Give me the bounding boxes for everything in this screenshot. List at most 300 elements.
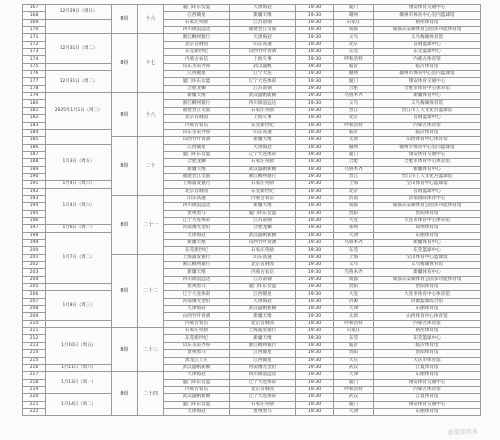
match-city: 临沂 — [334, 342, 374, 349]
match-city: 北京 — [334, 41, 374, 48]
match-city: 太原 — [334, 137, 374, 144]
away-team: 浙江稠州银行 — [230, 173, 296, 180]
match-venue: 东莞篮球中心 — [374, 335, 481, 342]
match-time: 19:30 — [296, 129, 334, 136]
home-team: 河南豫光金铅 — [164, 225, 230, 232]
home-team: 天津海冠 — [164, 372, 230, 379]
match-venue: 翔安体育交通中心 — [374, 379, 481, 386]
match-group-count: 8组 — [112, 137, 138, 196]
match-venue: 贵阳体育馆 — [374, 350, 481, 357]
home-team: 福建晋江文旅 — [164, 173, 230, 180]
table-row — [23, 284, 481, 291]
away-team: 江西赣星 — [230, 291, 296, 298]
match-time: 19:30 — [296, 298, 334, 305]
match-city: 贵阳 — [334, 350, 374, 357]
home-team: 新疆天维 — [164, 240, 230, 247]
match-time: 19:30 — [296, 254, 334, 261]
match-city: 武汉 — [334, 394, 374, 401]
match-city: 呼和浩特 — [334, 386, 374, 393]
away-team: 武汉盛帆新腾 — [230, 93, 296, 100]
match-group-count: 8组 — [112, 34, 138, 93]
match-city: 成都 — [334, 276, 374, 283]
away-team: 厦门环东女篮 — [230, 284, 296, 291]
match-venue: 临沂体育馆 — [374, 63, 481, 70]
home-team: 贵州黑马 — [164, 210, 230, 217]
home-team: 北京首钢园 — [164, 188, 230, 195]
match-number: 191 — [23, 181, 46, 188]
match-venue: 宝山体育中心篮球馆 — [374, 254, 481, 261]
match-time: 19:30 — [296, 269, 334, 276]
match-city: 济南 — [334, 195, 374, 202]
home-team: 山西竹叶青酒 — [164, 137, 230, 144]
match-number: 180 — [23, 100, 46, 107]
table-row — [23, 320, 481, 327]
match-number: 174 — [23, 56, 46, 63]
match-time: 19:30 — [296, 151, 334, 158]
match-time: 19:30 — [296, 159, 334, 166]
match-time: 19:30 — [296, 49, 334, 56]
match-number: 211 — [23, 328, 46, 335]
table-row — [23, 34, 481, 41]
match-time: 19:30 — [296, 63, 334, 70]
away-team: 新疆天维 — [230, 12, 296, 19]
match-venue: 大庆市体育馆 — [374, 357, 481, 364]
away-team: 辽宁大连体彩 — [230, 78, 296, 85]
away-team: 石家庄英励 — [230, 107, 296, 114]
match-city: 天津 — [334, 408, 374, 415]
home-team: 天津海冠 — [164, 408, 230, 415]
match-venue: 江夏体育馆 — [374, 364, 481, 371]
away-team: 武汉盛帆 — [230, 63, 296, 70]
match-time: 19:30 — [296, 401, 334, 408]
match-time: 19:30 — [296, 262, 334, 269]
match-city: 乌鲁木齐 — [334, 166, 374, 173]
table-row — [23, 5, 481, 12]
away-team: 北京首钢园 — [230, 320, 296, 327]
match-number: 177 — [23, 78, 46, 85]
away-team: 山东高速 — [230, 41, 296, 48]
match-venue: 义乌梅湖体育馆 — [374, 34, 481, 41]
match-number: 220 — [23, 394, 46, 401]
match-date: 12月31日（周二） — [46, 71, 112, 93]
match-number: 192 — [23, 188, 46, 195]
table-row — [23, 225, 481, 232]
match-number: 215 — [23, 357, 46, 364]
home-team: 天津海冠 — [164, 232, 230, 239]
match-round: 二十四 — [138, 372, 164, 416]
match-date: 1月7日（周二） — [46, 232, 112, 283]
match-venue: 贵阳体育馆 — [374, 284, 481, 291]
match-time: 19:30 — [296, 291, 334, 298]
match-venue: 内蒙古体育馆 — [374, 56, 481, 63]
match-venue: 山西体育中心体育馆 — [374, 313, 481, 320]
match-venue: 郑州体育馆 — [374, 225, 481, 232]
match-number: 190 — [23, 173, 46, 180]
home-team: 四川锦浪远达 — [164, 276, 230, 283]
away-team: 天津海冠 — [230, 298, 296, 305]
match-venue: 成都东安湖体育公园多功能体育馆 — [374, 27, 481, 34]
away-team: 江苏南钢 — [230, 85, 296, 92]
match-group-count: 8组 — [112, 5, 138, 34]
home-team: 厦门环东女篮 — [164, 5, 230, 12]
match-venue: 新疆体育中心 — [374, 240, 481, 247]
match-time: 19:30 — [296, 342, 334, 349]
table-row — [23, 364, 481, 371]
match-city: 济源 — [334, 298, 374, 305]
home-team: 内蒙古农信 — [164, 320, 230, 327]
match-time: 19:30 — [296, 203, 334, 210]
away-team: 厦门环东女篮 — [230, 210, 296, 217]
match-number: 188 — [23, 159, 46, 166]
match-venue: 翔安体育交通中心 — [374, 5, 481, 12]
match-date: 12月31日（周二） — [46, 34, 112, 63]
match-time: 19:30 — [296, 240, 334, 247]
match-city: 成都 — [334, 203, 374, 210]
match-city: 上海 — [334, 181, 374, 188]
table-row — [23, 19, 481, 26]
away-team: 四川锦浪远达 — [230, 100, 296, 107]
match-city: 北京 — [334, 115, 374, 122]
home-team: 江西赣星 — [164, 12, 230, 19]
match-city: 晋江 — [334, 107, 374, 114]
match-time: 19:30 — [296, 210, 334, 217]
match-time: 19:30 — [296, 306, 334, 313]
match-time: 19:30 — [296, 372, 334, 379]
match-venue: 东莞篮球中心 — [374, 247, 481, 254]
home-team: 厦门环东女篮 — [164, 78, 230, 85]
match-venue: 大连市体育中心体育馆 — [374, 291, 481, 298]
table-row — [23, 63, 481, 70]
away-team: 石家庄英励 — [230, 181, 296, 188]
match-date — [46, 320, 112, 327]
match-number: 173 — [23, 49, 46, 56]
home-team: 厦门环东女篮 — [164, 401, 230, 408]
match-city: 厦门 — [334, 151, 374, 158]
match-venue: 合肥市体育中心体育馆 — [374, 159, 481, 166]
match-number: 209 — [23, 313, 46, 320]
away-team: 辽宁大连体彩 — [230, 379, 296, 386]
match-venue: 翔安体育交通中心 — [374, 401, 481, 408]
away-team: 内蒙古农信 — [230, 195, 296, 202]
match-time: 19:30 — [296, 144, 334, 151]
match-venue: 山西体育中心体育馆 — [374, 137, 481, 144]
home-team: 辽宁大连体彩 — [164, 291, 230, 298]
match-city: 呼和浩特 — [334, 56, 374, 63]
match-date — [46, 129, 112, 144]
match-time: 19:30 — [296, 284, 334, 291]
match-group-count: 8组 — [112, 328, 138, 372]
match-time: 19:30 — [296, 247, 334, 254]
match-city: 乌鲁木齐 — [334, 240, 374, 247]
table-row — [23, 144, 481, 151]
table-row — [23, 129, 481, 136]
match-time: 19:30 — [296, 173, 334, 180]
match-venue: 晋江市工人文化宫篮球馆 — [374, 107, 481, 114]
home-team: 厦门环东女篮 — [164, 379, 230, 386]
match-time: 19:30 — [296, 357, 334, 364]
match-city: 天津 — [334, 372, 374, 379]
home-team: 江西赣星 — [164, 71, 230, 78]
match-city: 贵阳 — [334, 284, 374, 291]
match-venue: 合肥市体育中心体育馆 — [374, 85, 481, 92]
match-round: 十六 — [138, 5, 164, 34]
match-time: 19:30 — [296, 12, 334, 19]
table-row — [23, 93, 481, 100]
match-number: 205 — [23, 284, 46, 291]
match-number: 186 — [23, 144, 46, 151]
match-number: 179 — [23, 93, 46, 100]
match-number: 185 — [23, 137, 46, 144]
match-time: 19:30 — [296, 56, 334, 63]
away-team: 新疆天维 — [230, 137, 296, 144]
match-venue: 内蒙古体育馆 — [374, 320, 481, 327]
away-team: 东莞新世纪 — [230, 122, 296, 129]
match-city: 东莞 — [334, 247, 374, 254]
away-team: 新疆天维 — [230, 335, 296, 342]
away-team: 辽宁大连体彩 — [230, 394, 296, 401]
away-team: 石家庄英励 — [230, 247, 296, 254]
home-team: 贵州黑马 — [164, 284, 230, 291]
match-number: 194 — [23, 203, 46, 210]
home-team: 内蒙古农信 — [164, 122, 230, 129]
table-row — [23, 394, 481, 401]
match-number: 202 — [23, 262, 46, 269]
match-city: 合肥 — [334, 159, 374, 166]
away-team: 贵州黑马 — [230, 408, 296, 415]
match-venue: 临沂体育馆 — [374, 342, 481, 349]
home-team: 北京首钢园 — [164, 41, 230, 48]
away-team: 江西赣星 — [230, 350, 296, 357]
match-number: 210 — [23, 320, 46, 327]
match-time: 19:30 — [296, 137, 334, 144]
match-date: 1月14日（周二） — [46, 394, 112, 416]
home-team: 浙江稠州银行 — [164, 262, 230, 269]
match-round: 十七 — [138, 34, 164, 93]
match-number: 214 — [23, 350, 46, 357]
home-team: 东莞新世纪 — [164, 335, 230, 342]
match-venue: 东丽体育馆 — [374, 232, 481, 239]
match-number: 187 — [23, 151, 46, 158]
match-time: 19:30 — [296, 232, 334, 239]
away-team: 辽宁大连体彩 — [230, 151, 296, 158]
match-number: 176 — [23, 71, 46, 78]
match-city: 天津 — [334, 232, 374, 239]
home-team: 新疆天维 — [164, 93, 230, 100]
match-time: 19:30 — [296, 181, 334, 188]
match-number: 222 — [23, 408, 46, 415]
home-team: 天津海冠 — [164, 306, 230, 313]
home-team: 贵州黑马 — [164, 350, 230, 357]
away-team: 山西竹叶青酒 — [230, 240, 296, 247]
schedule-table-body — [23, 5, 481, 416]
home-team: 武汉盛帆新腾 — [164, 364, 230, 371]
match-date: 2025年1月1日（周三） — [46, 93, 112, 130]
match-city: 呼和浩特 — [334, 320, 374, 327]
home-team: 黑龙江上庄 — [164, 357, 230, 364]
away-team: 石家庄英励 — [230, 401, 296, 408]
match-number: 198 — [23, 232, 46, 239]
table-row — [23, 291, 481, 298]
match-round: 二十三 — [138, 328, 164, 372]
home-team: 合肥龙狮 — [164, 159, 230, 166]
match-venue: 义乌梅湖体育馆 — [374, 100, 481, 107]
match-date: 1月3日（周五） — [46, 144, 112, 181]
match-time: 19:30 — [296, 115, 334, 122]
match-group-count: 8组 — [112, 93, 138, 137]
match-number: 184 — [23, 129, 46, 136]
match-city: 厦门 — [334, 379, 374, 386]
match-city: 上海 — [334, 254, 374, 261]
match-round: 二十一 — [138, 195, 164, 254]
home-team: 东莞新世纪 — [164, 49, 230, 56]
match-venue: 江夏体育馆 — [374, 394, 481, 401]
match-number: 216 — [23, 364, 46, 371]
match-number: 189 — [23, 166, 46, 173]
match-time: 19:30 — [296, 217, 334, 224]
match-time: 19:30 — [296, 122, 334, 129]
away-team: 江苏南钢 — [230, 217, 296, 224]
watermark: @篮球世界 — [447, 429, 478, 436]
match-number: 208 — [23, 306, 46, 313]
match-time: 19:30 — [296, 188, 334, 195]
match-city: 成都 — [334, 27, 374, 34]
home-team: 浙江稠州银行 — [164, 34, 230, 41]
match-city: 义乌 — [334, 34, 374, 41]
match-venue: 翔安体育交通中心 — [374, 151, 481, 158]
away-team: 上海久事 — [230, 56, 296, 63]
match-date: 1月4日（周六） — [46, 181, 112, 188]
home-team: 新疆天维 — [164, 269, 230, 276]
match-city: 义乌 — [334, 100, 374, 107]
match-date: 1月8日（周三） — [46, 291, 112, 320]
match-city: 贵阳 — [334, 210, 374, 217]
home-team: 厦门环东女篮 — [164, 151, 230, 158]
match-number: 170 — [23, 27, 46, 34]
away-team: 山东高速 — [230, 254, 296, 261]
match-time: 19:30 — [296, 379, 334, 386]
match-date: 1月10日（周五） — [46, 328, 112, 365]
match-time: 19:30 — [296, 34, 334, 41]
match-time: 19:30 — [296, 19, 334, 26]
match-time: 19:30 — [296, 195, 334, 202]
match-city: 大庆 — [334, 357, 374, 364]
match-time: 19:30 — [296, 350, 334, 357]
home-team: 辽宁大连体彩 — [164, 217, 230, 224]
match-venue: 裕彤体育馆 — [374, 328, 481, 335]
match-number: 171 — [23, 34, 46, 41]
match-date: 1月4日（周六） — [46, 188, 112, 225]
match-city: 大连 — [334, 217, 374, 224]
match-time: 19:30 — [296, 408, 334, 415]
match-venue: 赣州市体育中心室内篮球馆 — [374, 71, 481, 78]
match-number: 168 — [23, 12, 46, 19]
match-venue: 新疆体育中心 — [374, 269, 481, 276]
match-number: 218 — [23, 379, 46, 386]
match-time: 19:30 — [296, 225, 334, 232]
away-team: 北京首钢园 — [230, 386, 296, 393]
home-team: 四川锦浪远达 — [164, 203, 230, 210]
match-venue: 首钢篮球中心 — [374, 115, 481, 122]
away-team: 浙江稠州银行 — [230, 342, 296, 349]
match-number: 195 — [23, 210, 46, 217]
match-city: 厦门 — [334, 78, 374, 85]
match-date: 1月13日（周一） — [46, 372, 112, 394]
home-team: 内蒙古农信 — [164, 56, 230, 63]
match-number: 201 — [23, 254, 46, 261]
away-team: 武汉盛帆新腾 — [230, 232, 296, 239]
match-time: 19:30 — [296, 335, 334, 342]
match-city: 晋江 — [334, 173, 374, 180]
match-group-count: 8组 — [112, 254, 138, 327]
home-team: 山东高速 — [164, 195, 230, 202]
match-venue: 义乌梅湖体育馆 — [374, 262, 481, 269]
table-row — [23, 181, 481, 188]
table-row — [23, 188, 481, 195]
match-venue: 东丽体育馆 — [374, 306, 481, 313]
table-row — [23, 232, 481, 239]
match-group-count: 8组 — [112, 195, 138, 254]
home-team: 山西竹叶青酒 — [164, 313, 230, 320]
match-city: 石家庄 — [334, 328, 374, 335]
home-team: 石家庄英励 — [164, 19, 230, 26]
match-number: 212 — [23, 335, 46, 342]
match-group-count: 8组 — [112, 372, 138, 416]
home-team: 山东圣泉齐鲁 — [164, 63, 230, 70]
match-venue: 临沂体育馆 — [374, 129, 481, 136]
home-team: 四川锦浪远达 — [164, 27, 230, 34]
match-time: 19:30 — [296, 386, 334, 393]
match-number: 203 — [23, 269, 46, 276]
away-team: 天津海冠 — [230, 34, 296, 41]
match-time: 19:30 — [296, 394, 334, 401]
match-time: 19:30 — [296, 166, 334, 173]
match-time: 19:30 — [296, 100, 334, 107]
match-number: 199 — [23, 240, 46, 247]
away-team: 石家庄英励 — [230, 159, 296, 166]
away-team: 河南豫光金铅 — [230, 364, 296, 371]
match-city: 赣州 — [334, 144, 374, 151]
table-row — [23, 372, 481, 379]
match-city: 东莞 — [334, 49, 374, 56]
match-time: 19:30 — [296, 78, 334, 85]
away-team: 山东高速 — [230, 129, 296, 136]
table-row — [23, 71, 481, 78]
away-team: 天津海冠 — [230, 144, 296, 151]
match-time: 19:30 — [296, 5, 334, 12]
home-team: 福建晋江文旅 — [164, 107, 230, 114]
match-city: 临沂 — [334, 129, 374, 136]
match-round: 二十二 — [138, 254, 164, 327]
match-time: 19:30 — [296, 71, 334, 78]
away-team: 上海久事 — [230, 115, 296, 122]
match-venue: 东丽体育馆 — [374, 408, 481, 415]
home-team: 东莞新世纪 — [164, 247, 230, 254]
match-number: 207 — [23, 298, 46, 305]
away-team: 江苏南钢 — [230, 276, 296, 283]
match-venue: 内蒙古体育馆 — [374, 122, 481, 129]
match-venue: 济源篮球综合馆 — [374, 298, 481, 305]
match-venue: 赣州市体育中心室内篮球馆 — [374, 12, 481, 19]
match-city: 大连 — [334, 291, 374, 298]
table-row — [23, 328, 481, 335]
match-city: 郑州 — [334, 225, 374, 232]
match-number: 213 — [23, 342, 46, 349]
match-city: 厦门 — [334, 5, 374, 12]
match-venue: 成都东安湖体育公园多功能体育馆 — [374, 276, 481, 283]
match-venue: 晋江市工人文化宫篮球馆 — [374, 173, 481, 180]
home-team: 北京首钢园 — [164, 115, 230, 122]
away-team: 武汉盛帆新腾 — [230, 166, 296, 173]
